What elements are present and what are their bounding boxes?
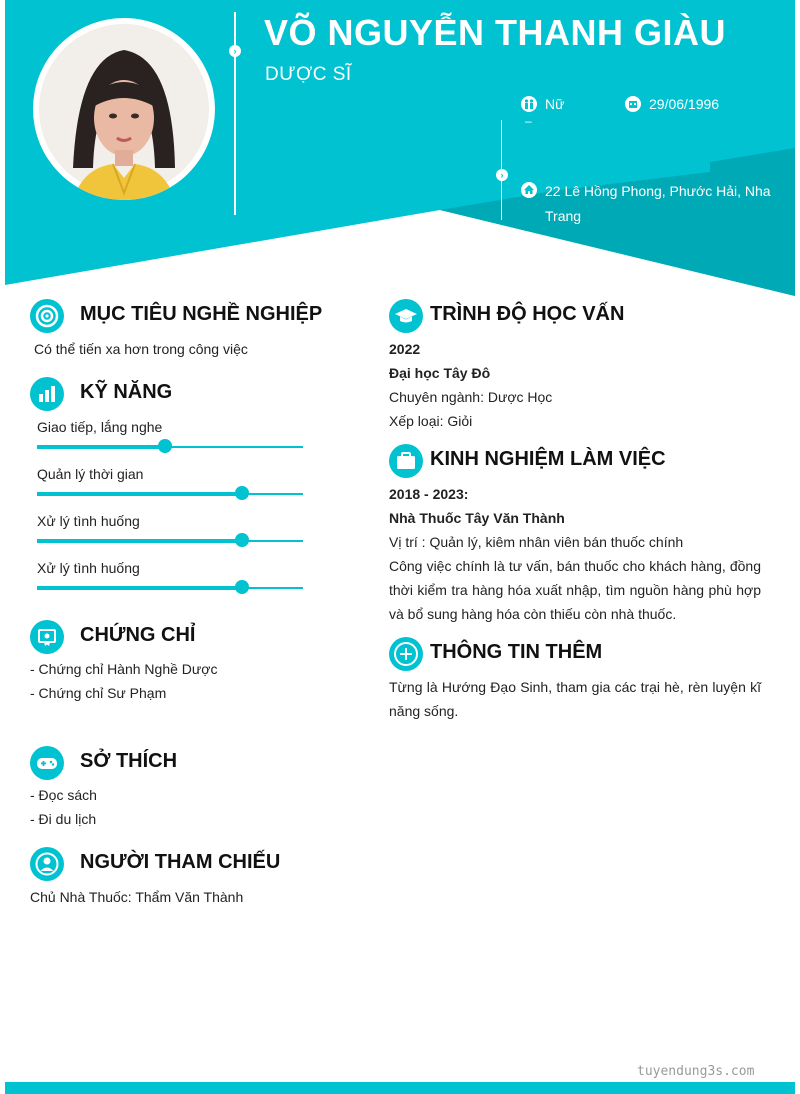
additional-text: Từng là Hướng Đạo Sinh, tham gia các trại hè, rèn luyện kĩ năng sống. bbox=[389, 679, 761, 719]
gender-value: Nữ bbox=[545, 96, 565, 112]
skill-bar-fill bbox=[37, 539, 242, 543]
skill-label: Xử lý tình huống bbox=[37, 513, 140, 529]
skill-bar-fill bbox=[37, 586, 242, 590]
chevron-right-icon: › bbox=[229, 45, 241, 57]
skill-level-knob bbox=[158, 439, 172, 453]
certificate-icon bbox=[30, 620, 64, 654]
user-icon bbox=[30, 847, 64, 881]
avatar bbox=[33, 18, 215, 200]
education-grade: Xếp loại: Giỏi bbox=[389, 413, 473, 429]
certificate-item: - Chứng chỉ Sư Phạm bbox=[30, 685, 167, 701]
skill-bar-fill bbox=[37, 445, 165, 449]
briefcase-icon bbox=[389, 444, 423, 478]
home-icon bbox=[521, 182, 537, 198]
experience-title: KINH NGHIỆM LÀM VIỆC bbox=[430, 448, 666, 470]
hobby-item: - Đi du lịch bbox=[30, 811, 97, 827]
hobbies-title: SỞ THÍCH bbox=[80, 750, 178, 772]
skill-level-knob bbox=[235, 580, 249, 594]
plus-circle-icon bbox=[389, 637, 423, 671]
header-divider-line bbox=[234, 12, 236, 215]
references-text: Chủ Nhà Thuốc: Thẩm Văn Thành bbox=[30, 889, 244, 905]
skill-label: Quản lý thời gian bbox=[37, 466, 144, 482]
experience-period: 2018 - 2023: bbox=[389, 486, 469, 502]
skills-title: KỸ NĂNG bbox=[80, 381, 173, 403]
education-title: TRÌNH ĐỘ HỌC VẤN bbox=[430, 303, 625, 325]
experience-position: Vị trí : Quản lý, kiêm nhân viên bán thuốc chính bbox=[389, 534, 684, 550]
certificates-title: CHỨNG CHỈ bbox=[80, 624, 196, 646]
calendar-icon bbox=[625, 96, 641, 112]
chevron-right-icon: › bbox=[496, 169, 508, 181]
bar-chart-icon bbox=[30, 377, 64, 411]
address-line-2: Trang bbox=[545, 208, 582, 224]
experience-company: Nhà Thuốc Tây Văn Thành bbox=[389, 510, 565, 526]
gender-icon bbox=[521, 96, 537, 112]
skill-label: Giao tiếp, lắng nghe bbox=[37, 419, 163, 435]
graduation-cap-icon bbox=[389, 299, 423, 333]
objective-title: MỤC TIÊU NGHỀ NGHIỆP bbox=[80, 303, 323, 325]
hobby-item: - Đọc sách bbox=[30, 787, 97, 803]
education-major: Chuyên ngành: Dược Học bbox=[389, 389, 553, 405]
info-tick: – bbox=[525, 114, 532, 128]
certificate-item: - Chứng chỉ Hành Nghề Dược bbox=[30, 661, 218, 677]
skill-label: Xử lý tình huống bbox=[37, 560, 140, 576]
skill-bar-fill bbox=[37, 492, 242, 496]
gamepad-icon bbox=[30, 746, 64, 780]
additional-title: THÔNG TIN THÊM bbox=[430, 641, 603, 663]
watermark: tuyendung3s.com bbox=[637, 1064, 755, 1079]
target-icon bbox=[30, 299, 64, 333]
candidate-name: VÕ NGUYỄN THANH GIÀU bbox=[264, 12, 727, 53]
footer-bar bbox=[5, 1082, 795, 1094]
skill-bar bbox=[37, 493, 303, 495]
skill-bar bbox=[37, 446, 303, 448]
portrait-image bbox=[33, 18, 215, 200]
address-line-1: 22 Lê Hồng Phong, Phước Hải, Nha bbox=[545, 183, 771, 199]
objective-text: Có thể tiến xa hơn trong công việc bbox=[34, 341, 248, 357]
education-year: 2022 bbox=[389, 341, 421, 357]
experience-description: Công việc chính là tư vấn, bán thuốc cho khách hàng, đồng thời kiểm tra hàng hóa xuất nhập, tìm nguồn hàng phù hợp và bổ sung hàng hóa còn thiếu còn nhà thuốc. bbox=[389, 558, 761, 622]
skill-level-knob bbox=[235, 533, 249, 547]
education-school: Đại học Tây Đô bbox=[389, 365, 491, 381]
skill-bar bbox=[37, 587, 303, 589]
skill-bar bbox=[37, 540, 303, 542]
birthdate-value: 29/06/1996 bbox=[649, 96, 720, 112]
skill-level-knob bbox=[235, 486, 249, 500]
references-title: NGƯỜI THAM CHIẾU bbox=[80, 851, 281, 873]
candidate-role: DƯỢC SĨ bbox=[265, 64, 352, 85]
